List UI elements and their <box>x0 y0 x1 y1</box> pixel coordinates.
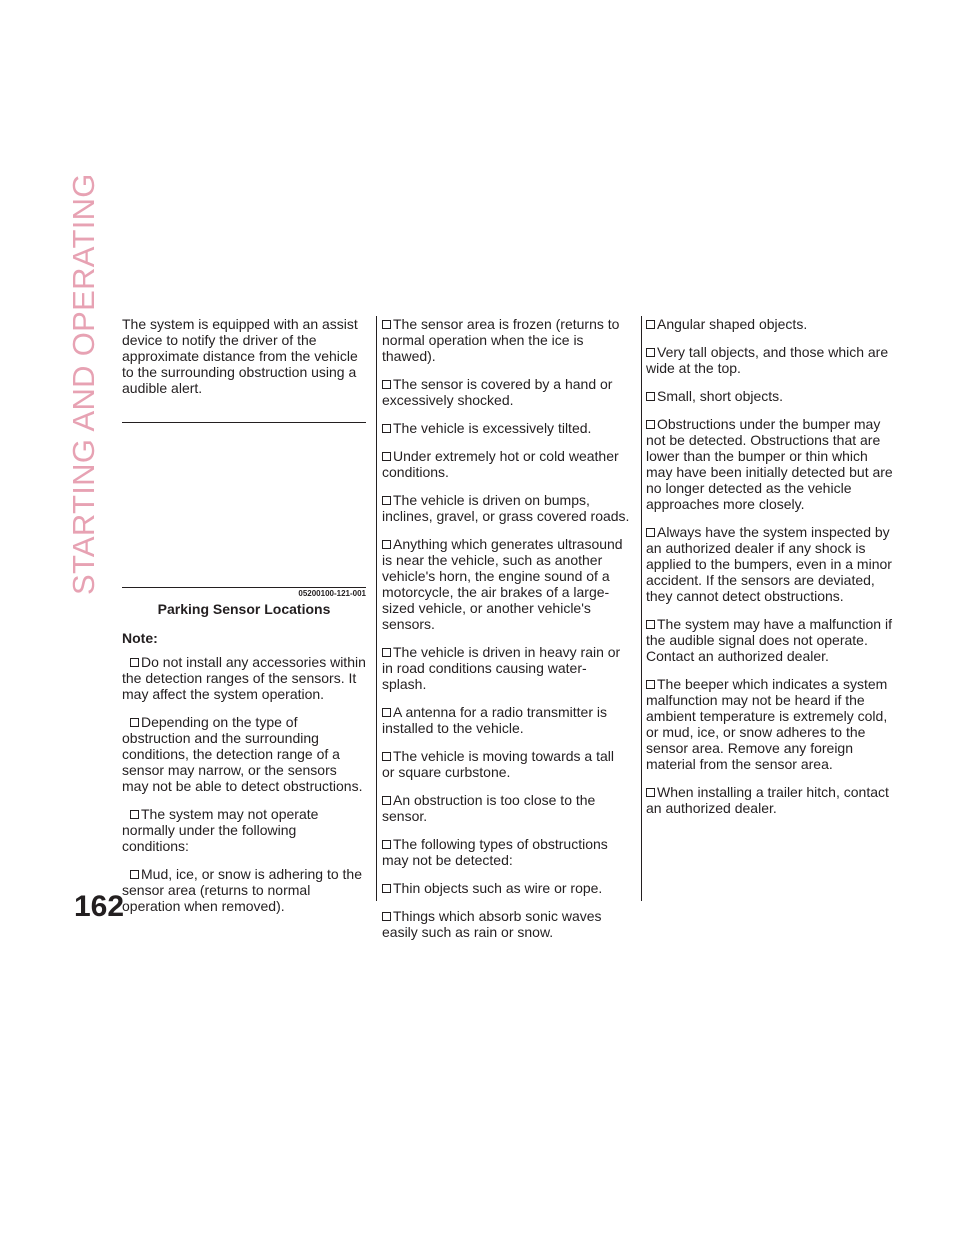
list-item-text: An obstruction is too close to the sensor. <box>382 792 596 824</box>
section-title: STARTING AND OPERATING <box>66 173 101 595</box>
list-item-text: Small, short objects. <box>657 388 784 404</box>
checkbox-bullet-icon <box>130 870 139 879</box>
checkbox-bullet-icon <box>382 884 391 893</box>
list-item-text: Thin objects such as wire or rope. <box>393 880 603 896</box>
checkbox-bullet-icon <box>382 708 391 717</box>
checkbox-bullet-icon <box>646 528 655 537</box>
list-item-text: The system may not operate normally under the following conditions: <box>122 806 319 854</box>
checkbox-bullet-icon <box>646 620 655 629</box>
list-item <box>382 644 630 692</box>
figure-caption: Parking Sensor Locations <box>157 601 331 617</box>
list-item-text: Anything which generates ultrasound is near the vehicle, such as another vehicle's horn, the engine sound of a motorcycle, the air brakes of a large-sized vehicle, or another vehicle's sensors. <box>382 536 623 632</box>
intro-paragraph: The system is equipped with an assist device to notify the driver of the approximate distance from the vehicle to the surrounding obstruction using a audible alert. <box>122 316 358 396</box>
list-item-text: The sensor area is frozen (returns to normal operation when the ice is thawed). <box>382 316 620 364</box>
list-item <box>382 792 630 824</box>
list-item-text: The vehicle is excessively tilted. <box>393 420 592 436</box>
figure-code: 05200100-121-001 <box>298 589 366 598</box>
condition-list <box>646 316 896 816</box>
checkbox-bullet-icon <box>382 424 391 433</box>
checkbox-bullet-icon <box>130 810 139 819</box>
figure-bottom-rule <box>122 587 366 588</box>
list-item <box>382 316 630 364</box>
checkbox-bullet-icon <box>382 840 391 849</box>
list-item-text: Mud, ice, or snow is adhering to the sensor area (returns to normal operation when removed). <box>122 866 363 914</box>
list-item-text: When installing a trailer hitch, contact an authorized dealer. <box>646 784 889 816</box>
list-item-text: Things which absorb sonic waves easily such as rain or snow. <box>382 908 602 940</box>
list-item <box>646 524 896 604</box>
list-item-text: Always have the system inspected by an authorized dealer if any shock is applied to the bumpers, even in a minor accident. If the sensors are deviated, they cannot detect obstructions. <box>646 524 892 604</box>
list-item-text: The system may have a malfunction if the audible signal does not operate. Contact an authorized dealer. <box>646 616 892 664</box>
checkbox-bullet-icon <box>382 912 391 921</box>
list-item <box>382 836 630 868</box>
figure-image-area <box>122 423 366 587</box>
checkbox-bullet-icon <box>382 452 391 461</box>
list-item <box>382 748 630 780</box>
list-item <box>122 714 366 794</box>
list-item <box>382 880 630 896</box>
column-1 <box>122 316 366 926</box>
checkbox-bullet-icon <box>130 658 139 667</box>
list-item <box>382 448 630 480</box>
checkbox-bullet-icon <box>382 496 391 505</box>
list-item <box>646 344 896 376</box>
list-item <box>646 416 896 512</box>
list-item <box>646 676 896 772</box>
list-item-text: Under extremely hot or cold weather conditions. <box>382 448 619 480</box>
list-item-text: Angular shaped objects. <box>657 316 808 332</box>
list-item-text: Do not install any accessories within the detection ranges of the sensors. It may affect the system operation. <box>122 654 366 702</box>
list-item-text: Depending on the type of obstruction and the surrounding conditions, the detection range of a sensor may narrow, or the sensors may not be able to detect obstructions. <box>122 714 363 794</box>
list-item <box>122 866 366 914</box>
column-divider <box>641 316 642 901</box>
list-item-text: The sensor is covered by a hand or excessively shocked. <box>382 376 613 408</box>
list-item <box>382 704 630 736</box>
checkbox-bullet-icon <box>646 420 655 429</box>
list-item-text: The vehicle is moving towards a tall or square curbstone. <box>382 748 614 780</box>
list-item <box>382 420 630 436</box>
checkbox-bullet-icon <box>646 320 655 329</box>
column-divider <box>376 316 377 901</box>
list-item <box>646 616 896 664</box>
checkbox-bullet-icon <box>646 788 655 797</box>
note-list <box>122 654 366 914</box>
checkbox-bullet-icon <box>646 392 655 401</box>
checkbox-bullet-icon <box>382 796 391 805</box>
list-item-text: The beeper which indicates a system malfunction may not be heard if the ambient temperature is extremely cold, or mud, ice, or snow adheres to the sensor area. Remove any foreign material from the sensor area. <box>646 676 888 772</box>
checkbox-bullet-icon <box>130 718 139 727</box>
list-item-text: The vehicle is driven on bumps, inclines, gravel, or grass covered roads. <box>382 492 630 524</box>
checkbox-bullet-icon <box>382 648 391 657</box>
checkbox-bullet-icon <box>382 752 391 761</box>
page-number: 162 <box>74 890 125 923</box>
list-item-text: The following types of obstructions may not be detected: <box>382 836 608 868</box>
list-item <box>382 536 630 632</box>
column-2 <box>382 316 630 952</box>
list-item <box>646 388 896 404</box>
note-label: Note: <box>122 630 158 646</box>
checkbox-bullet-icon <box>382 540 391 549</box>
checkbox-bullet-icon <box>646 348 655 357</box>
condition-list <box>382 316 630 940</box>
list-item-text: Very tall objects, and those which are wide at the top. <box>646 344 889 376</box>
list-item <box>122 806 366 854</box>
list-item-text: The vehicle is driven in heavy rain or in road conditions causing water-splash. <box>382 644 621 692</box>
list-item <box>122 654 366 702</box>
list-item <box>382 908 630 940</box>
list-item <box>646 316 896 332</box>
checkbox-bullet-icon <box>646 680 655 689</box>
list-item <box>382 492 630 524</box>
column-3 <box>646 316 896 828</box>
checkbox-bullet-icon <box>382 320 391 329</box>
list-item-text: A antenna for a radio transmitter is installed to the vehicle. <box>382 704 607 736</box>
list-item <box>646 784 896 816</box>
list-item-text: Obstructions under the bumper may not be detected. Obstructions that are lower than the bumper or thin which may have been initially detected but are no longer detected as the vehicle approaches more closely. <box>646 416 893 512</box>
checkbox-bullet-icon <box>382 380 391 389</box>
list-item <box>382 376 630 408</box>
